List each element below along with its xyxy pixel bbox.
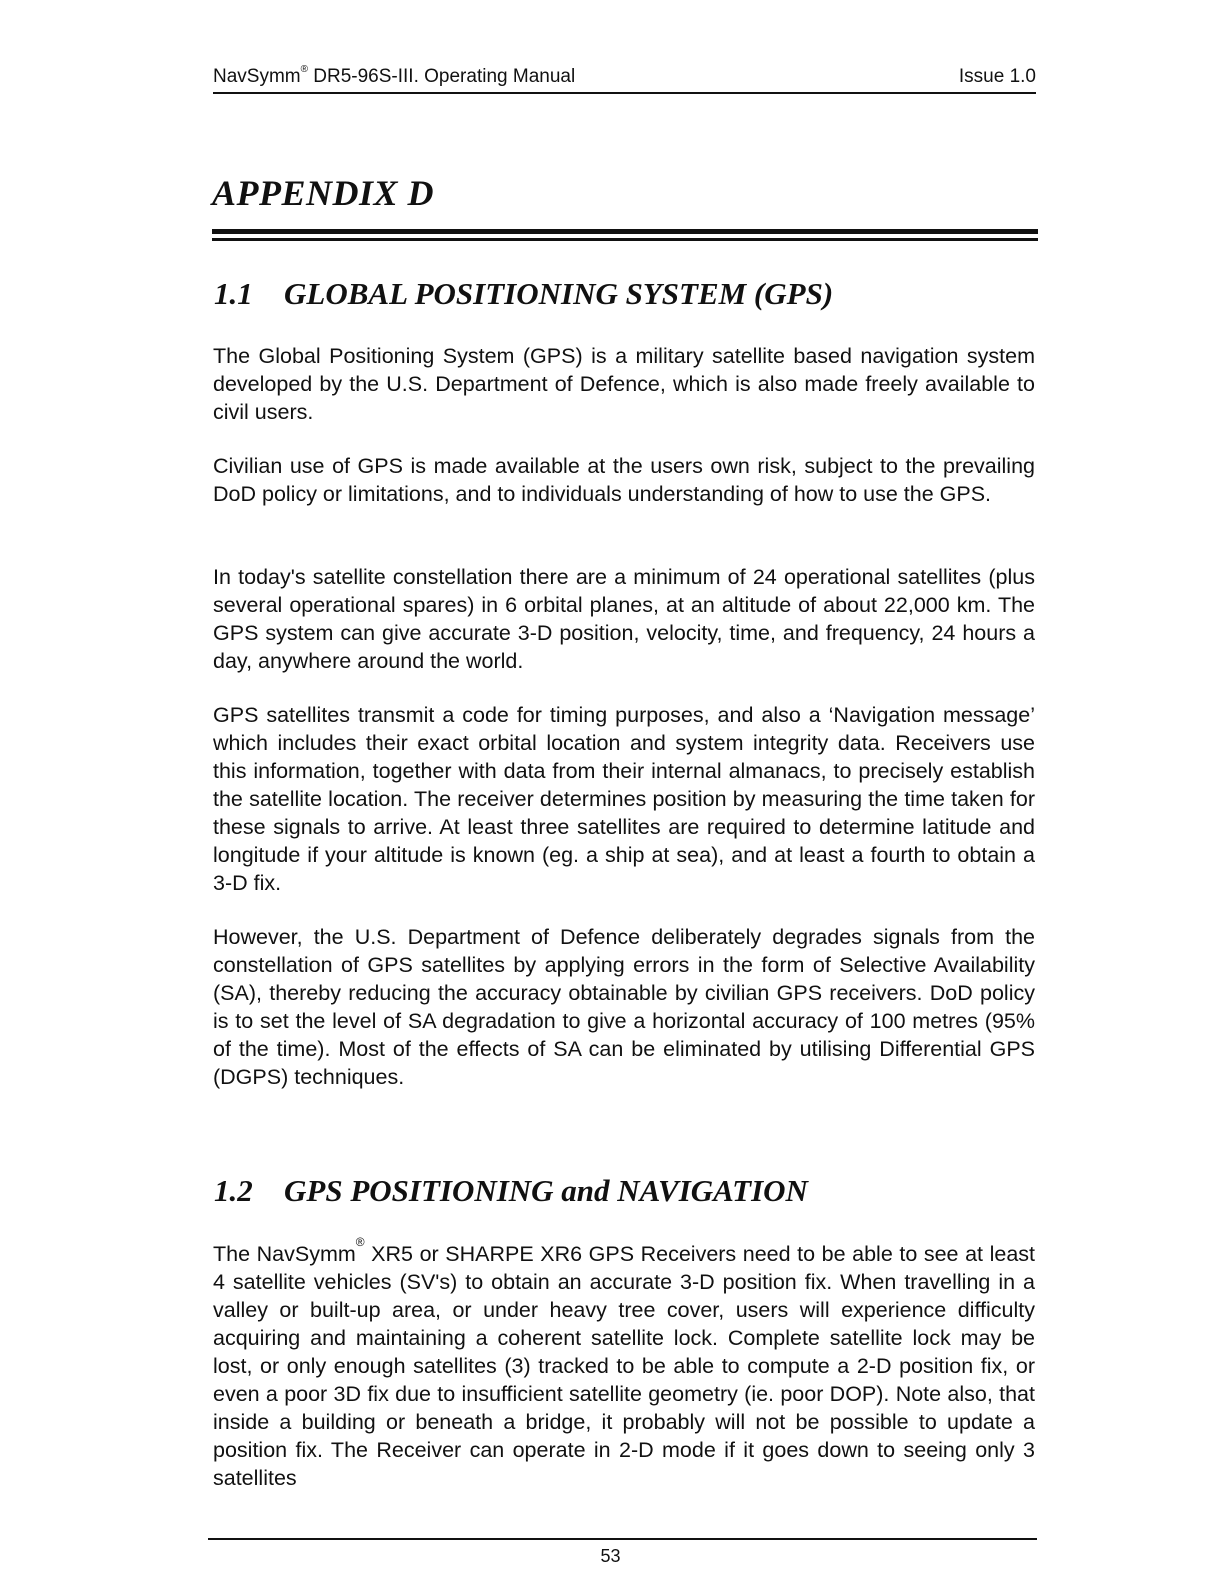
- section-title: GLOBAL POSITIONING SYSTEM (GPS): [284, 276, 834, 311]
- header-manual-title: NavSymm® DR5-96S-III. Operating Manual: [213, 64, 576, 87]
- paragraph-selective-availability: However, the U.S. Department of Defence deliberately degrades signals from the constellation of GPS satellites by applying errors in the form of Selective Availability (SA), thereby reducing the accuracy obtainable by civilian GPS receivers. DoD policy is to set the level of SA degradation to give a horizontal accuracy of 100 metres (95% of the time). Most of the effects of SA can be eliminated by utilising Differential GPS (DGPS) techniques.: [213, 925, 1035, 1089]
- paragraph-navigation-message: GPS satellites transmit a code for timing purposes, and also a ‘Navigation message’ which includes their exact orbital location and system integrity data. Receivers use this information, together with data from their internal almanacs, to precisely establish the satellite location. The receiver determines position by measuring the time taken for these signals to arrive. At least three satellites are required to determine latitude and longitude if your altitude is known (eg. a ship at sea), and at least a fourth to obtain a 3-D fix.: [213, 703, 1035, 895]
- title-rule-thin: [212, 238, 1038, 241]
- title-rule-thick: [212, 229, 1038, 234]
- header-issue: Issue 1.0: [958, 66, 1036, 87]
- section-heading-1-2: [214, 1173, 808, 1209]
- footer-rule: [208, 1538, 1037, 1540]
- paragraph-constellation: In today's satellite constellation there are a minimum of 24 operational satellites (plus several operational spares) in 6 orbital planes, at an altitude of about 22,000 km. The GPS system can give accurate 3-D position, velocity, time, and frequency, 24 hours a day, anywhere around the world.: [213, 565, 1035, 673]
- running-header: [213, 66, 1036, 94]
- section-number: 1.2: [214, 1173, 253, 1208]
- appendix-title: APPENDIX D: [212, 173, 435, 213]
- section-number: 1.1: [214, 276, 253, 311]
- paragraph-gps-intro: The Global Positioning System (GPS) is a military satellite based navigation system developed by the U.S. Department of Defence, which is also made freely available to civil users.: [213, 344, 1035, 424]
- section-heading-1-1: [214, 276, 833, 312]
- paragraph-positioning: The NavSymm® XR5 or SHARPE XR6 GPS Receivers need to be able to see at least 4 satellite vehicles (SV's) to obtain an accurate 3-D position fix. When travelling in a valley or built-up area, or under heavy tree cover, users will experience difficulty acquiring and maintaining a coherent satellite lock. Complete satellite lock may be lost, or only enough satellites (3) tracked to be able to compute a 2-D position fix, or even a poor 3D fix due to insufficient satellite geometry (ie. poor DOP). Note also, that inside a building or beneath a bridge, it probably will not be possible to update a position fix. The Receiver can operate in 2-D mode if it goes down to seeing only 3 satellites: [213, 1235, 1035, 1490]
- section-title: GPS POSITIONING and NAVIGATION: [284, 1173, 808, 1208]
- page-number: 53: [600, 1546, 621, 1566]
- paragraph-civilian-use: Civilian use of GPS is made available at the users own risk, subject to the prevailing DoD policy or limitations, and to individuals understanding of how to use the GPS.: [213, 454, 1035, 506]
